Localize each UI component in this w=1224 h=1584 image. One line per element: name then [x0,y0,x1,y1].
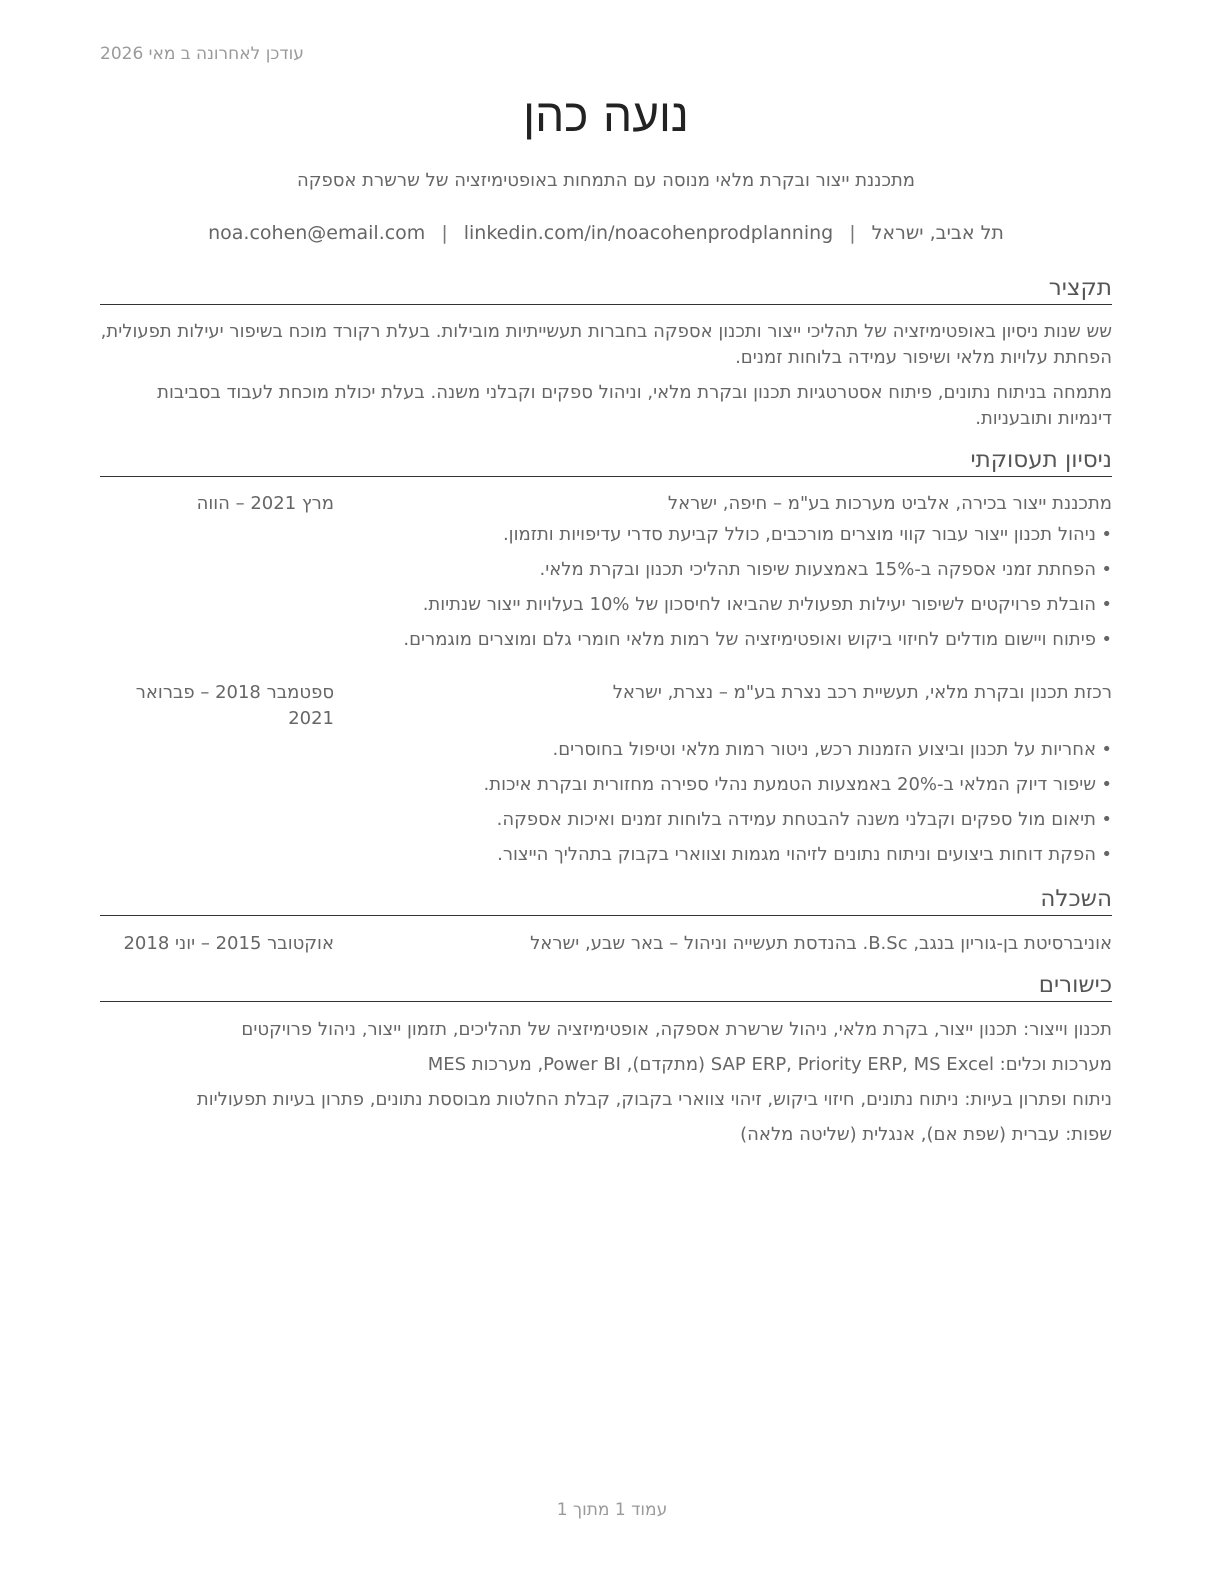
page-number: עמוד 1 מתוך 1 [556,1500,668,1520]
list-item [100,592,1112,627]
job-bullets [100,737,1112,877]
summary-paragraph: שש שנות ניסיון באופטימיזציה של תהליכי ייצור ותכנון אספקה בחברות תעשייתיות מובילות. בעלת רקורד מוכח בשיפור יעילות תפעולית, הפחתת עלויות מלאי ושיפור עמידה בלוחות זמנים. [100,321,1112,368]
last-updated-note: עודכן לאחרונה ב מאי 2026 [100,44,304,64]
job-bullets [100,522,1112,662]
contact-location: תל אביב, ישראל [871,222,1004,244]
education-title: אוניברסיטת בן-גוריון בנגב, B.Sc. בהנדסת תעשייה וניהול – באר שבע, ישראל [530,933,1112,954]
contact-separator: | [849,222,856,244]
list-item: ניתוח ופתרון בעיות: ניתוח נתונים, חיזוי ביקוש, זיהוי צווארי בקבוק, קבלת החלטות מבוססת נתונים, פתרון בעיות תפעוליות [196,1089,1112,1110]
list-item: שפות: עברית (שפת אם), אנגלית (שליטה מלאה) [740,1124,1112,1145]
bullet-text: הפחתת זמני אספקה ב-15% באמצעות שיפור תהליכי תכנון ובקרת מלאי. [539,559,1096,580]
contact-line [100,222,1112,244]
bullet-text: שיפור דיוק המלאי ב-20% באמצעות הטמעת נהלי ספירה מחזורית ובקרת איכות. [483,774,1096,795]
bullet-text: תיאום מול ספקים וקבלני משנה להבטחת עמידה בלוחות זמנים ואיכות אספקה. [496,809,1096,830]
bullet-icon: • [1101,844,1112,865]
bullet-icon: • [1101,629,1112,650]
section-title-summary: תקציר [100,274,1112,305]
contact-separator: | [441,222,448,244]
skills-list [100,1017,1112,1157]
list-item [100,522,1112,557]
list-item [100,772,1112,807]
education-dates: אוקטובר 2015 – יוני 2018 [123,933,334,954]
contact-linkedin[interactable]: linkedin.com/in/noacohenprodplanning [463,222,834,244]
list-item [100,627,1112,662]
job-dates: מרץ 2021 – הווה [196,493,334,514]
section-title-experience: ניסיון תעסוקתי [100,446,1112,477]
list-item: תכנון וייצור: תכנון ייצור, בקרת מלאי, ניהול שרשרת אספקה, אופטימיזציה של תהליכים, תזמון ייצור, ניהול פרויקטים [241,1019,1112,1040]
bullet-icon: • [1101,559,1112,580]
contact-email[interactable]: noa.cohen@email.com [208,222,426,244]
bullet-icon: • [1101,594,1112,615]
summary-paragraph: מתמחה בניתוח נתונים, פיתוח אסטרטגיות תכנון ובקרת מלאי, וניהול ספקים וקבלני משנה. בעלת יכולת מוכחת לעבוד בסביבות דינמיות ותובעניות. [157,382,1112,429]
list-item [100,842,1112,877]
section-title-skills: כישורים [100,971,1112,1002]
bullet-icon: • [1101,739,1112,760]
list-item [100,807,1112,842]
bullet-icon: • [1101,524,1112,545]
bullet-text: אחריות על תכנון וביצוע הזמנות רכש, ניטור רמות מלאי וטיפול בחוסרים. [552,739,1096,760]
job-title: רכזת תכנון ובקרת מלאי, תעשיית רכב נצרת בע"מ – נצרת, ישראל [612,682,1112,703]
bullet-icon: • [1101,774,1112,795]
bullet-text: פיתוח ויישום מודלים לחיזוי ביקוש ואופטימיזציה של רמות מלאי חומרי גלם ומוצרים מוגמרים. [403,629,1096,650]
bullet-text: ניהול תכנון ייצור עבור קווי מוצרים מורכבים, כולל קביעת סדרי עדיפויות ותזמון. [502,524,1096,545]
bullet-text: הפקת דוחות ביצועים וניתוח נתונים לזיהוי מגמות וצווארי בקבוק בתהליך הייצור. [497,844,1096,865]
candidate-headline: מתכננת ייצור ובקרת מלאי מנוסה עם התמחות באופטימיזציה של שרשרת אספקה [296,170,916,191]
job-title: מתכננת ייצור בכירה, אלביט מערכות בע"מ – חיפה, ישראל [667,493,1112,514]
list-item [100,557,1112,592]
job-dates: ספטמבר 2018 – פברואר 2021 [135,682,334,729]
list-item: מערכות וכלים: SAP ERP, Priority ERP, MS Excel (מתקדם), Power BI, מערכות MES [427,1054,1112,1075]
bullet-text: הובלת פרויקטים לשיפור יעילות תפעולית שהביאו לחיסכון של 10% בעלויות ייצור שנתיות. [422,594,1096,615]
candidate-name: נועה כהן [523,88,689,142]
section-title-education: השכלה [100,885,1112,916]
bullet-icon: • [1101,809,1112,830]
list-item [100,737,1112,772]
